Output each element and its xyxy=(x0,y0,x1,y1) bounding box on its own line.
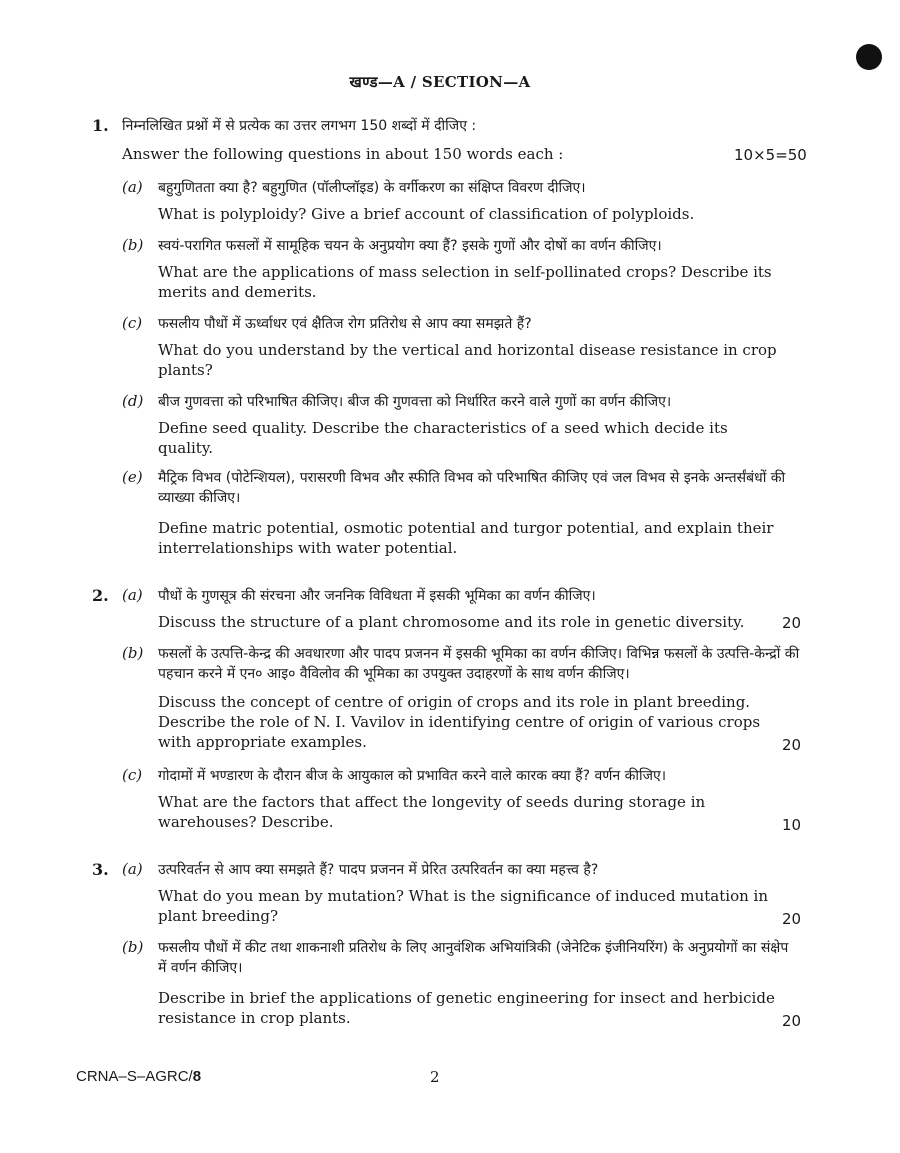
q2-part-a-hindi: पौधों के गुणसूत्र की संरचना और जननिक विविधता में इसकी भूमिका का वर्णन कीजिए। xyxy=(158,588,596,604)
question-1-number: 1. xyxy=(92,116,109,135)
q1-part-a-label: (a) xyxy=(122,178,143,196)
corner-dot-mark xyxy=(856,44,882,70)
q3-part-b-label: (b) xyxy=(122,938,144,956)
q1-part-c-label: (c) xyxy=(122,314,143,332)
question-2-number: 2. xyxy=(92,586,109,605)
q2-part-c-marks: 10 xyxy=(782,816,802,834)
q1-part-b-hindi: स्वयं-परागित फसलों में सामूहिक चयन के अनुप्रयोग क्या हैं? इसके गुणों और दोषों का वर्णन कीजिए। xyxy=(158,238,662,254)
q3-part-a-hindi: उत्परिवर्तन से आप क्या समझते हैं? पादप प्रजनन में प्रेरित उत्परिवर्तन का क्या महत्त्व है? xyxy=(158,862,599,878)
q2-part-b-marks: 20 xyxy=(782,736,802,754)
q1-part-a-english: What is polyploidy? Give a brief account of classification of polyploids. xyxy=(158,205,695,223)
q1-part-b-english: What are the applications of mass selection in self-pollinated crops? Describe its merits and demerits. xyxy=(158,263,772,301)
paper-code-number: 8 xyxy=(192,1068,202,1085)
q1-part-c-hindi: फसलीय पौधों में ऊर्ध्वाधर एवं क्षैतिज रोग प्रतिरोध से आप क्या समझते हैं? xyxy=(158,316,532,332)
q2-part-b-english: Discuss the concept of centre of origin of crops and its role in plant breeding. Describe the role of N. I. Vavilov in identifying centre of origin of various crops with appropriate examples. xyxy=(158,693,761,751)
q1-part-e-hindi: मैट्रिक विभव (पोटेन्शियल), परासरणी विभव और स्फीति विभव को परिभाषित कीजिए एवं जल विभव से इनके अन्तर्संबंधों की व्याख्या कीजिए। xyxy=(158,470,786,506)
q2-part-c-english: What are the factors that affect the longevity of seeds during storage in warehouses? Describe. xyxy=(158,793,706,831)
q1-part-e-english: Define matric potential, osmotic potential and turgor potential, and explain their interrelationships with water potential. xyxy=(158,519,774,557)
q3-part-b-english: Describe in brief the applications of genetic engineering for insect and herbicide resistance in crop plants. xyxy=(158,989,775,1027)
paper-code xyxy=(76,1068,201,1085)
q2-part-a-english: Discuss the structure of a plant chromosome and its role in genetic diversity. xyxy=(158,613,745,631)
q1-part-e-label: (e) xyxy=(122,468,143,486)
q2-part-b-hindi: फसलों के उत्पत्ति-केन्द्र की अवधारणा और पादप प्रजनन में इसकी भूमिका का वर्णन कीजिए। विभिन्न फसलों के उत्पत्ति-केन्द्रों की पहचान करने में एन० आइ० वैविलोव की भूमिका का उपयुक्त उदाहरणों के साथ वर्णन कीजिए। xyxy=(158,646,800,682)
question-1-instruction-english: Answer the following questions in about 150 words each : xyxy=(122,145,564,163)
q2-part-c-label: (c) xyxy=(122,766,143,784)
q2-part-b-label: (b) xyxy=(122,644,144,662)
paper-code-text: CRNA–S–AGRC/ xyxy=(76,1068,193,1085)
q2-part-a-label: (a) xyxy=(122,586,143,604)
q3-part-a-label: (a) xyxy=(122,860,143,878)
question-1-instruction-hindi: निम्नलिखित प्रश्नों में से प्रत्येक का उत्तर लगभग 150 शब्दों में दीजिए : xyxy=(122,118,477,134)
q1-part-b-label: (b) xyxy=(122,236,144,254)
q1-part-d-label: (d) xyxy=(122,392,144,410)
q3-part-b-marks: 20 xyxy=(782,1012,802,1030)
question-3-number: 3. xyxy=(92,860,109,879)
q3-part-b-hindi: फसलीय पौधों में कीट तथा शाकनाशी प्रतिरोध के लिए आनुवंशिक अभियांत्रिकी (जेनेटिक इंजीनियरिंग) के अनुप्रयोगों का संक्षेप में वर्णन कीजिए। xyxy=(158,940,789,976)
q1-part-c-english: What do you understand by the vertical and horizontal disease resistance in crop plants? xyxy=(158,341,777,379)
question-1-marks: 10×5=50 xyxy=(734,146,807,164)
q1-part-d-hindi: बीज गुणवत्ता को परिभाषित कीजिए। बीज की गुणवत्ता को निर्धारित करने वाले गुणों का वर्णन कीजिए। xyxy=(158,394,672,410)
q1-part-d-english: Define seed quality. Describe the characteristics of a seed which decide its quality. xyxy=(158,419,728,457)
q1-part-a-hindi: बहुगुणितता क्या है? बहुगुणित (पॉलीप्लॉइड) के वर्गीकरण का संक्षिप्त विवरण दीजिए। xyxy=(158,180,586,196)
q3-part-a-english: What do you mean by mutation? What is the significance of induced mutation in plant breeding? xyxy=(158,887,768,925)
q2-part-a-marks: 20 xyxy=(782,614,802,632)
page-number: 2 xyxy=(430,1068,440,1086)
section-title: खण्ड—A / SECTION—A xyxy=(349,73,531,91)
q2-part-c-hindi: गोदामों में भण्डारण के दौरान बीज के आयुकाल को प्रभावित करने वाले कारक क्या हैं? वर्णन कीजिए। xyxy=(158,768,667,784)
q3-part-a-marks: 20 xyxy=(782,910,802,928)
